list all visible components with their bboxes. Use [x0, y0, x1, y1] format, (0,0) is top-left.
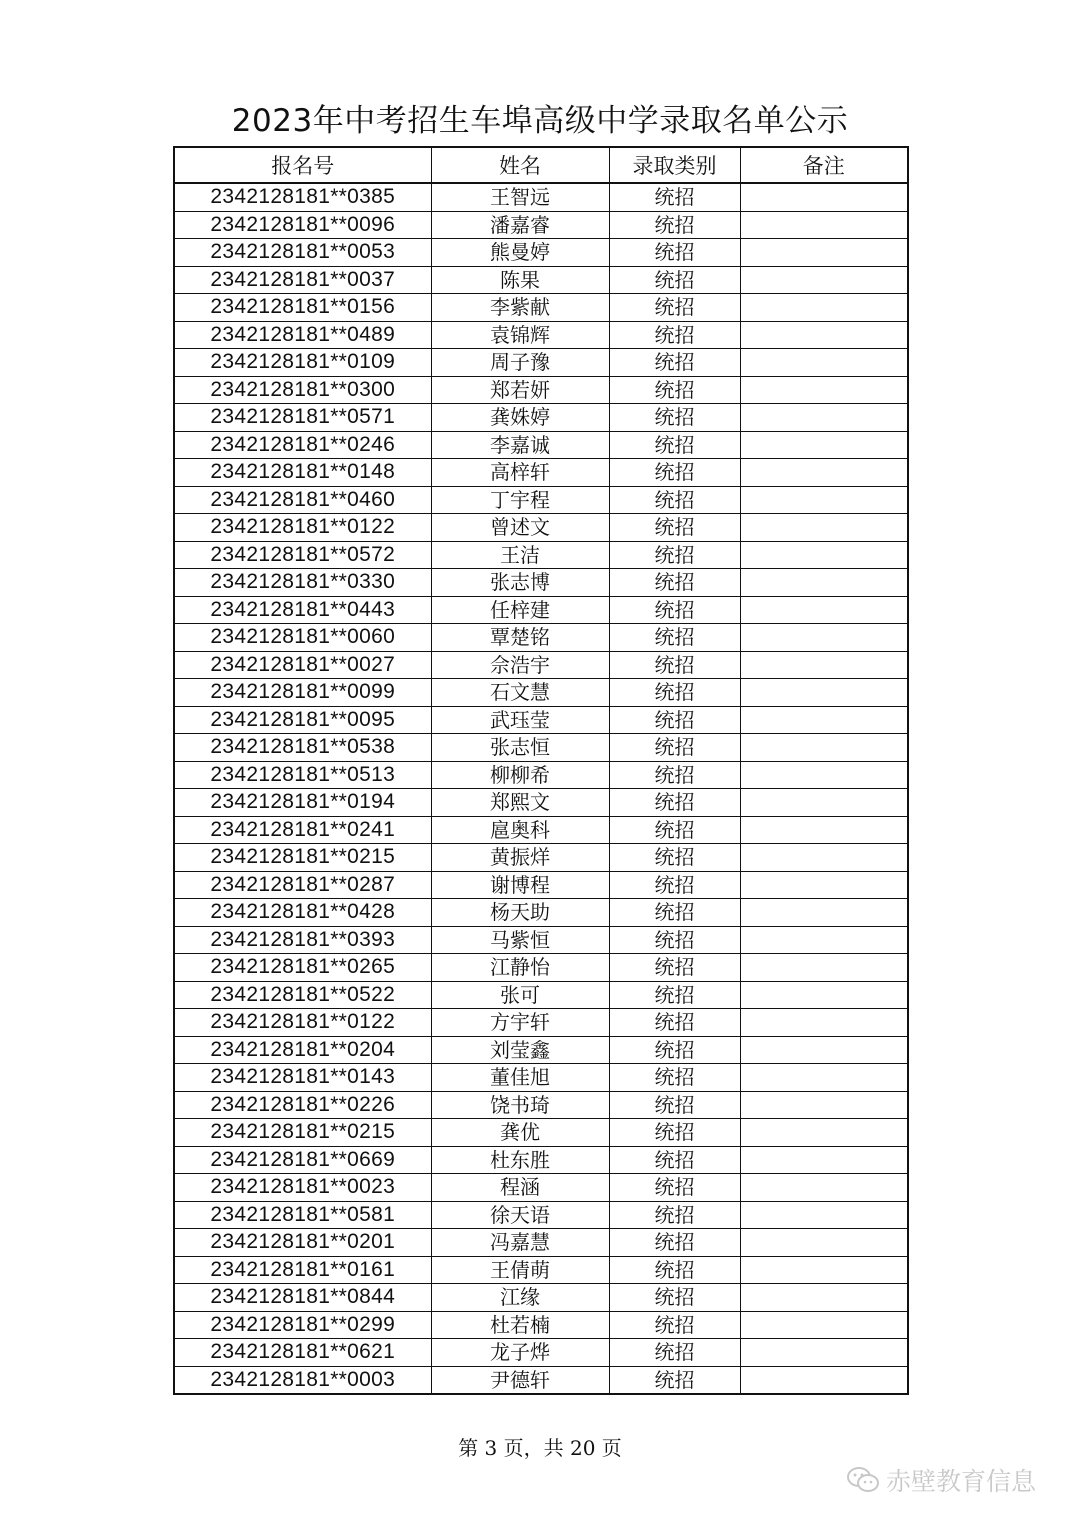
- admission-type-cell: 统招: [609, 706, 740, 734]
- registration-number-cell: 2342128181**0122: [174, 514, 431, 542]
- admission-type-cell: 统招: [609, 1229, 740, 1257]
- registration-number-cell: 2342128181**0287: [174, 871, 431, 899]
- admission-type-cell: 统招: [609, 1036, 740, 1064]
- name-cell: 冯嘉慧: [431, 1229, 609, 1257]
- remarks-cell: [740, 1229, 908, 1257]
- registration-number-cell: 2342128181**0215: [174, 1119, 431, 1147]
- admission-type-cell: 统招: [609, 899, 740, 927]
- registration-number-cell: 2342128181**0572: [174, 541, 431, 569]
- name-cell: 潘嘉睿: [431, 211, 609, 239]
- registration-number-cell: 2342128181**0037: [174, 266, 431, 294]
- registration-number-cell: 2342128181**0385: [174, 183, 431, 211]
- name-cell: 马紫恒: [431, 926, 609, 954]
- admission-type-cell: 统招: [609, 679, 740, 707]
- table-row: [174, 871, 908, 899]
- registration-number-cell: 2342128181**0204: [174, 1036, 431, 1064]
- name-cell: 龚姝婷: [431, 404, 609, 432]
- registration-number-cell: 2342128181**0330: [174, 569, 431, 597]
- registration-number-cell: 2342128181**0060: [174, 624, 431, 652]
- admission-type-cell: 统招: [609, 761, 740, 789]
- table-row: [174, 321, 908, 349]
- name-cell: 刘莹鑫: [431, 1036, 609, 1064]
- admission-type-cell: 统招: [609, 871, 740, 899]
- remarks-cell: [740, 404, 908, 432]
- registration-number-cell: 2342128181**0143: [174, 1064, 431, 1092]
- admission-type-cell: 统招: [609, 789, 740, 817]
- name-cell: 陈果: [431, 266, 609, 294]
- name-cell: 谢博程: [431, 871, 609, 899]
- remarks-cell: [740, 239, 908, 267]
- table-row: [174, 899, 908, 927]
- name-cell: 张可: [431, 981, 609, 1009]
- name-cell: 王倩萌: [431, 1256, 609, 1284]
- name-cell: 杨天助: [431, 899, 609, 927]
- remarks-cell: [740, 871, 908, 899]
- table-row: [174, 211, 908, 239]
- remarks-cell: [740, 349, 908, 377]
- admission-type-cell: 统招: [609, 1366, 740, 1394]
- table-row: [174, 1036, 908, 1064]
- name-cell: 江缘: [431, 1284, 609, 1312]
- registration-number-cell: 2342128181**0621: [174, 1339, 431, 1367]
- admission-type-cell: 统招: [609, 1311, 740, 1339]
- table-row: [174, 954, 908, 982]
- admission-type-cell: 统招: [609, 954, 740, 982]
- name-cell: 佘浩宇: [431, 651, 609, 679]
- name-cell: 程涵: [431, 1174, 609, 1202]
- table-row: [174, 1064, 908, 1092]
- name-cell: 王洁: [431, 541, 609, 569]
- table-row: [174, 761, 908, 789]
- table-row: [174, 1366, 908, 1394]
- registration-number-cell: 2342128181**0246: [174, 431, 431, 459]
- registration-number-cell: 2342128181**0428: [174, 899, 431, 927]
- admission-type-cell: 统招: [609, 734, 740, 762]
- table-row: [174, 404, 908, 432]
- name-cell: 杜若楠: [431, 1311, 609, 1339]
- registration-number-cell: 2342128181**0299: [174, 1311, 431, 1339]
- admission-type-cell: 统招: [609, 1146, 740, 1174]
- table-row: [174, 926, 908, 954]
- table-row: [174, 1091, 908, 1119]
- table-row: [174, 679, 908, 707]
- registration-number-cell: 2342128181**0513: [174, 761, 431, 789]
- page-number-footer: 第 3 页，共 20 页: [458, 1436, 622, 1460]
- name-cell: 郑若妍: [431, 376, 609, 404]
- table-row: [174, 183, 908, 211]
- remarks-cell: [740, 1036, 908, 1064]
- registration-number-cell: 2342128181**0156: [174, 294, 431, 322]
- name-cell: 江静怡: [431, 954, 609, 982]
- name-cell: 李嘉诚: [431, 431, 609, 459]
- registration-number-cell: 2342128181**0003: [174, 1366, 431, 1394]
- watermark: [846, 1462, 1036, 1498]
- remarks-cell: [740, 954, 908, 982]
- remarks-cell: [740, 321, 908, 349]
- name-cell: 李紫献: [431, 294, 609, 322]
- remarks-cell: [740, 789, 908, 817]
- admission-type-cell: 统招: [609, 1009, 740, 1037]
- table-row: [174, 1339, 908, 1367]
- admission-type-cell: 统招: [609, 321, 740, 349]
- remarks-cell: [740, 376, 908, 404]
- watermark-text: 赤壁教育信息: [886, 1467, 1037, 1496]
- name-cell: 柳柳希: [431, 761, 609, 789]
- name-cell: 黄振烊: [431, 844, 609, 872]
- table-row: [174, 1229, 908, 1257]
- remarks-cell: [740, 734, 908, 762]
- table-row: [174, 706, 908, 734]
- remarks-cell: [740, 1201, 908, 1229]
- admission-type-cell: 统招: [609, 514, 740, 542]
- admission-type-cell: 统招: [609, 1091, 740, 1119]
- column-header-admission-type: 录取类别: [609, 147, 740, 183]
- table-body: [174, 183, 908, 1394]
- remarks-cell: [740, 1119, 908, 1147]
- registration-number-cell: 2342128181**0027: [174, 651, 431, 679]
- remarks-cell: [740, 1339, 908, 1367]
- column-header-remarks: 备注: [740, 147, 908, 183]
- registration-number-cell: 2342128181**0161: [174, 1256, 431, 1284]
- admission-type-cell: 统招: [609, 624, 740, 652]
- name-cell: 高梓轩: [431, 459, 609, 487]
- admission-type-cell: 统招: [609, 431, 740, 459]
- admission-type-cell: 统招: [609, 376, 740, 404]
- table-row: [174, 1119, 908, 1147]
- admission-type-cell: 统招: [609, 266, 740, 294]
- admission-type-cell: 统招: [609, 459, 740, 487]
- remarks-cell: [740, 1146, 908, 1174]
- admission-type-cell: 统招: [609, 404, 740, 432]
- table-row: [174, 1201, 908, 1229]
- name-cell: 杜东胜: [431, 1146, 609, 1174]
- remarks-cell: [740, 981, 908, 1009]
- remarks-cell: [740, 1009, 908, 1037]
- table-row: [174, 294, 908, 322]
- table-row: [174, 266, 908, 294]
- name-cell: 张志恒: [431, 734, 609, 762]
- admission-type-cell: 统招: [609, 926, 740, 954]
- table-row: [174, 541, 908, 569]
- remarks-cell: [740, 899, 908, 927]
- table-row: [174, 789, 908, 817]
- table-row: [174, 1174, 908, 1202]
- registration-number-cell: 2342128181**0844: [174, 1284, 431, 1312]
- table-row: [174, 1311, 908, 1339]
- name-cell: 熊曼婷: [431, 239, 609, 267]
- name-cell: 武珏莹: [431, 706, 609, 734]
- name-cell: 扈奥科: [431, 816, 609, 844]
- remarks-cell: [740, 596, 908, 624]
- registration-number-cell: 2342128181**0148: [174, 459, 431, 487]
- admission-type-cell: 统招: [609, 596, 740, 624]
- name-cell: 尹德轩: [431, 1366, 609, 1394]
- table-row: [174, 734, 908, 762]
- table-row: [174, 349, 908, 377]
- registration-number-cell: 2342128181**0096: [174, 211, 431, 239]
- name-cell: 张志博: [431, 569, 609, 597]
- remarks-cell: [740, 1174, 908, 1202]
- remarks-cell: [740, 1256, 908, 1284]
- table-row: [174, 239, 908, 267]
- table-row: [174, 1256, 908, 1284]
- admission-type-cell: 统招: [609, 211, 740, 239]
- table-row: [174, 1284, 908, 1312]
- remarks-cell: [740, 1366, 908, 1394]
- name-cell: 任梓建: [431, 596, 609, 624]
- admission-type-cell: 统招: [609, 183, 740, 211]
- remarks-cell: [740, 1064, 908, 1092]
- registration-number-cell: 2342128181**0122: [174, 1009, 431, 1037]
- name-cell: 曾述文: [431, 514, 609, 542]
- name-cell: 徐天语: [431, 1201, 609, 1229]
- table-row: [174, 816, 908, 844]
- table-row: [174, 1146, 908, 1174]
- registration-number-cell: 2342128181**0226: [174, 1091, 431, 1119]
- table-header-row: [174, 147, 908, 183]
- admission-type-cell: 统招: [609, 349, 740, 377]
- table-row: [174, 569, 908, 597]
- admission-type-cell: 统招: [609, 1119, 740, 1147]
- remarks-cell: [740, 651, 908, 679]
- registration-number-cell: 2342128181**0538: [174, 734, 431, 762]
- registration-number-cell: 2342128181**0201: [174, 1229, 431, 1257]
- registration-number-cell: 2342128181**0669: [174, 1146, 431, 1174]
- remarks-cell: [740, 431, 908, 459]
- admission-type-cell: 统招: [609, 816, 740, 844]
- name-cell: 方宇轩: [431, 1009, 609, 1037]
- admission-type-cell: 统招: [609, 294, 740, 322]
- name-cell: 董佳旭: [431, 1064, 609, 1092]
- registration-number-cell: 2342128181**0099: [174, 679, 431, 707]
- registration-number-cell: 2342128181**0194: [174, 789, 431, 817]
- registration-number-cell: 2342128181**0443: [174, 596, 431, 624]
- registration-number-cell: 2342128181**0053: [174, 239, 431, 267]
- name-cell: 龚优: [431, 1119, 609, 1147]
- admission-type-cell: 统招: [609, 1284, 740, 1312]
- registration-number-cell: 2342128181**0265: [174, 954, 431, 982]
- table-row: [174, 1009, 908, 1037]
- remarks-cell: [740, 486, 908, 514]
- name-cell: 郑熙文: [431, 789, 609, 817]
- table-row: [174, 376, 908, 404]
- registration-number-cell: 2342128181**0023: [174, 1174, 431, 1202]
- remarks-cell: [740, 761, 908, 789]
- admission-type-cell: 统招: [609, 1339, 740, 1367]
- wechat-icon: [846, 1466, 880, 1494]
- registration-number-cell: 2342128181**0241: [174, 816, 431, 844]
- column-header-registration-number: 报名号: [174, 147, 431, 183]
- registration-number-cell: 2342128181**0571: [174, 404, 431, 432]
- remarks-cell: [740, 1091, 908, 1119]
- table-row: [174, 514, 908, 542]
- remarks-cell: [740, 459, 908, 487]
- table-row: [174, 431, 908, 459]
- registration-number-cell: 2342128181**0109: [174, 349, 431, 377]
- column-header-name: 姓名: [431, 147, 609, 183]
- table-row: [174, 596, 908, 624]
- remarks-cell: [740, 211, 908, 239]
- registration-number-cell: 2342128181**0215: [174, 844, 431, 872]
- table-row: [174, 651, 908, 679]
- name-cell: 石文慧: [431, 679, 609, 707]
- remarks-cell: [740, 541, 908, 569]
- table-row: [174, 459, 908, 487]
- remarks-cell: [740, 844, 908, 872]
- remarks-cell: [740, 294, 908, 322]
- remarks-cell: [740, 1311, 908, 1339]
- admission-type-cell: 统招: [609, 486, 740, 514]
- document-title: 2023年中考招生车埠高级中学录取名单公示: [231, 103, 849, 139]
- remarks-cell: [740, 1284, 908, 1312]
- admission-type-cell: 统招: [609, 541, 740, 569]
- registration-number-cell: 2342128181**0522: [174, 981, 431, 1009]
- admission-type-cell: 统招: [609, 981, 740, 1009]
- registration-number-cell: 2342128181**0460: [174, 486, 431, 514]
- name-cell: 饶书琦: [431, 1091, 609, 1119]
- remarks-cell: [740, 816, 908, 844]
- name-cell: 袁锦辉: [431, 321, 609, 349]
- remarks-cell: [740, 266, 908, 294]
- admission-type-cell: 统招: [609, 239, 740, 267]
- remarks-cell: [740, 624, 908, 652]
- registration-number-cell: 2342128181**0393: [174, 926, 431, 954]
- remarks-cell: [740, 183, 908, 211]
- name-cell: 龙子烨: [431, 1339, 609, 1367]
- remarks-cell: [740, 926, 908, 954]
- registration-number-cell: 2342128181**0300: [174, 376, 431, 404]
- admission-type-cell: 统招: [609, 1174, 740, 1202]
- remarks-cell: [740, 679, 908, 707]
- admission-table: [173, 146, 909, 1395]
- admission-type-cell: 统招: [609, 1064, 740, 1092]
- remarks-cell: [740, 569, 908, 597]
- registration-number-cell: 2342128181**0095: [174, 706, 431, 734]
- admission-type-cell: 统招: [609, 569, 740, 597]
- remarks-cell: [740, 514, 908, 542]
- admission-type-cell: 统招: [609, 1201, 740, 1229]
- table-row: [174, 981, 908, 1009]
- name-cell: 丁宇程: [431, 486, 609, 514]
- remarks-cell: [740, 706, 908, 734]
- name-cell: 王智远: [431, 183, 609, 211]
- registration-number-cell: 2342128181**0581: [174, 1201, 431, 1229]
- table-row: [174, 844, 908, 872]
- name-cell: 覃楚铭: [431, 624, 609, 652]
- table-row: [174, 486, 908, 514]
- registration-number-cell: 2342128181**0489: [174, 321, 431, 349]
- admission-type-cell: 统招: [609, 844, 740, 872]
- admission-type-cell: 统招: [609, 651, 740, 679]
- name-cell: 周子豫: [431, 349, 609, 377]
- table-row: [174, 624, 908, 652]
- admission-type-cell: 统招: [609, 1256, 740, 1284]
